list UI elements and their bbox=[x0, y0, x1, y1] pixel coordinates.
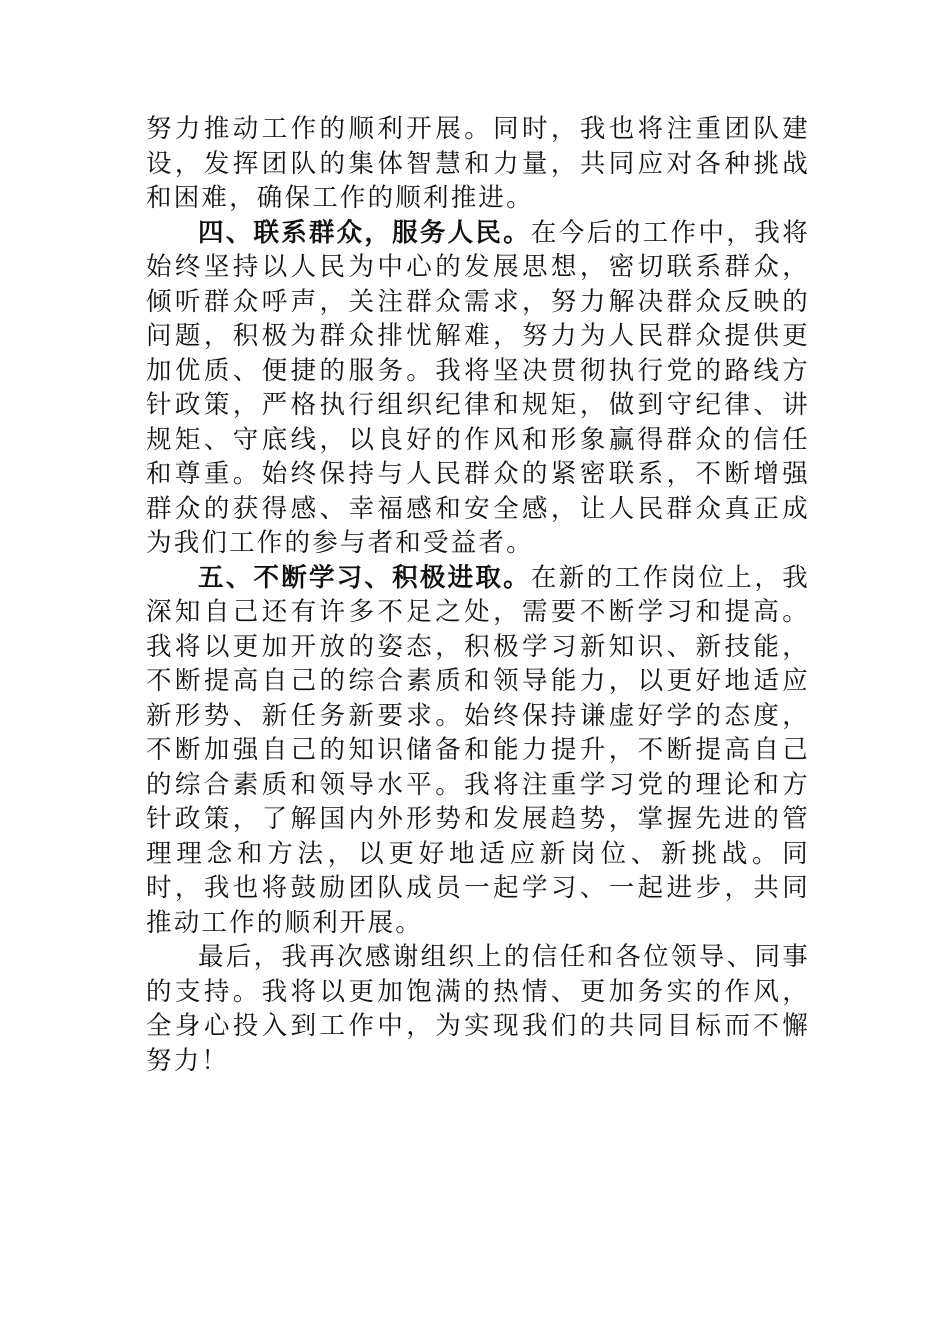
section-heading-four: 四、联系群众，服务人民。 bbox=[198, 217, 531, 248]
paragraph-section-four bbox=[146, 216, 810, 561]
paragraph-text: 在今后的工作中，我将始终坚持以人民为中心的发展思想，密切联系群众，倾听群众呼声，关注群众需求，努力解决群众反映的问题，积极为群众排忧解难，努力为人民群众提供更加优质、便捷的服务。我将坚决贯彻执行党的路线方针政策，严格执行组织纪律和规矩，做到守纪律、讲规矩、守底线，以良好的作风和形象赢得群众的信任和尊重。始终保持与人民群众的紧密联系，不断增强群众的获得感、幸福感和安全感，让人民群众真正成为我们工作的参与者和受益者。 bbox=[146, 217, 810, 558]
paragraph-closing bbox=[146, 940, 810, 1078]
paragraph-section-five bbox=[146, 561, 810, 941]
section-heading-five: 五、不断学习、积极进取。 bbox=[198, 562, 531, 593]
document-body bbox=[146, 112, 810, 1078]
paragraph-continuation bbox=[146, 112, 810, 216]
paragraph-text: 在新的工作岗位上，我深知自己还有许多不足之处，需要不断学习和提高。我将以更加开放的姿态，积极学习新知识、新技能，不断提高自己的综合素质和领导能力，以更好地适应新形势、新任务新要求。始终保持谦虚好学的态度，不断加强自己的知识储备和能力提升，不断提高自己的综合素质和领导水平。我将注重学习党的理论和方针政策，了解国内外形势和发展趋势，掌握先进的管理理念和方法，以更好地适应新岗位、新挑战。同时，我也将鼓励团队成员一起学习、一起进步，共同推动工作的顺利开展。 bbox=[146, 562, 810, 938]
paragraph-text: 最后，我再次感谢组织上的信任和各位领导、同事的支持。我将以更加饱满的热情、更加务实的作风，全身心投入到工作中，为实现我们的共同目标而不懈努力！ bbox=[146, 942, 810, 1076]
paragraph-text: 努力推动工作的顺利开展。同时，我也将注重团队建设，发挥团队的集体智慧和力量，共同应对各种挑战和困难，确保工作的顺利推进。 bbox=[146, 114, 810, 213]
